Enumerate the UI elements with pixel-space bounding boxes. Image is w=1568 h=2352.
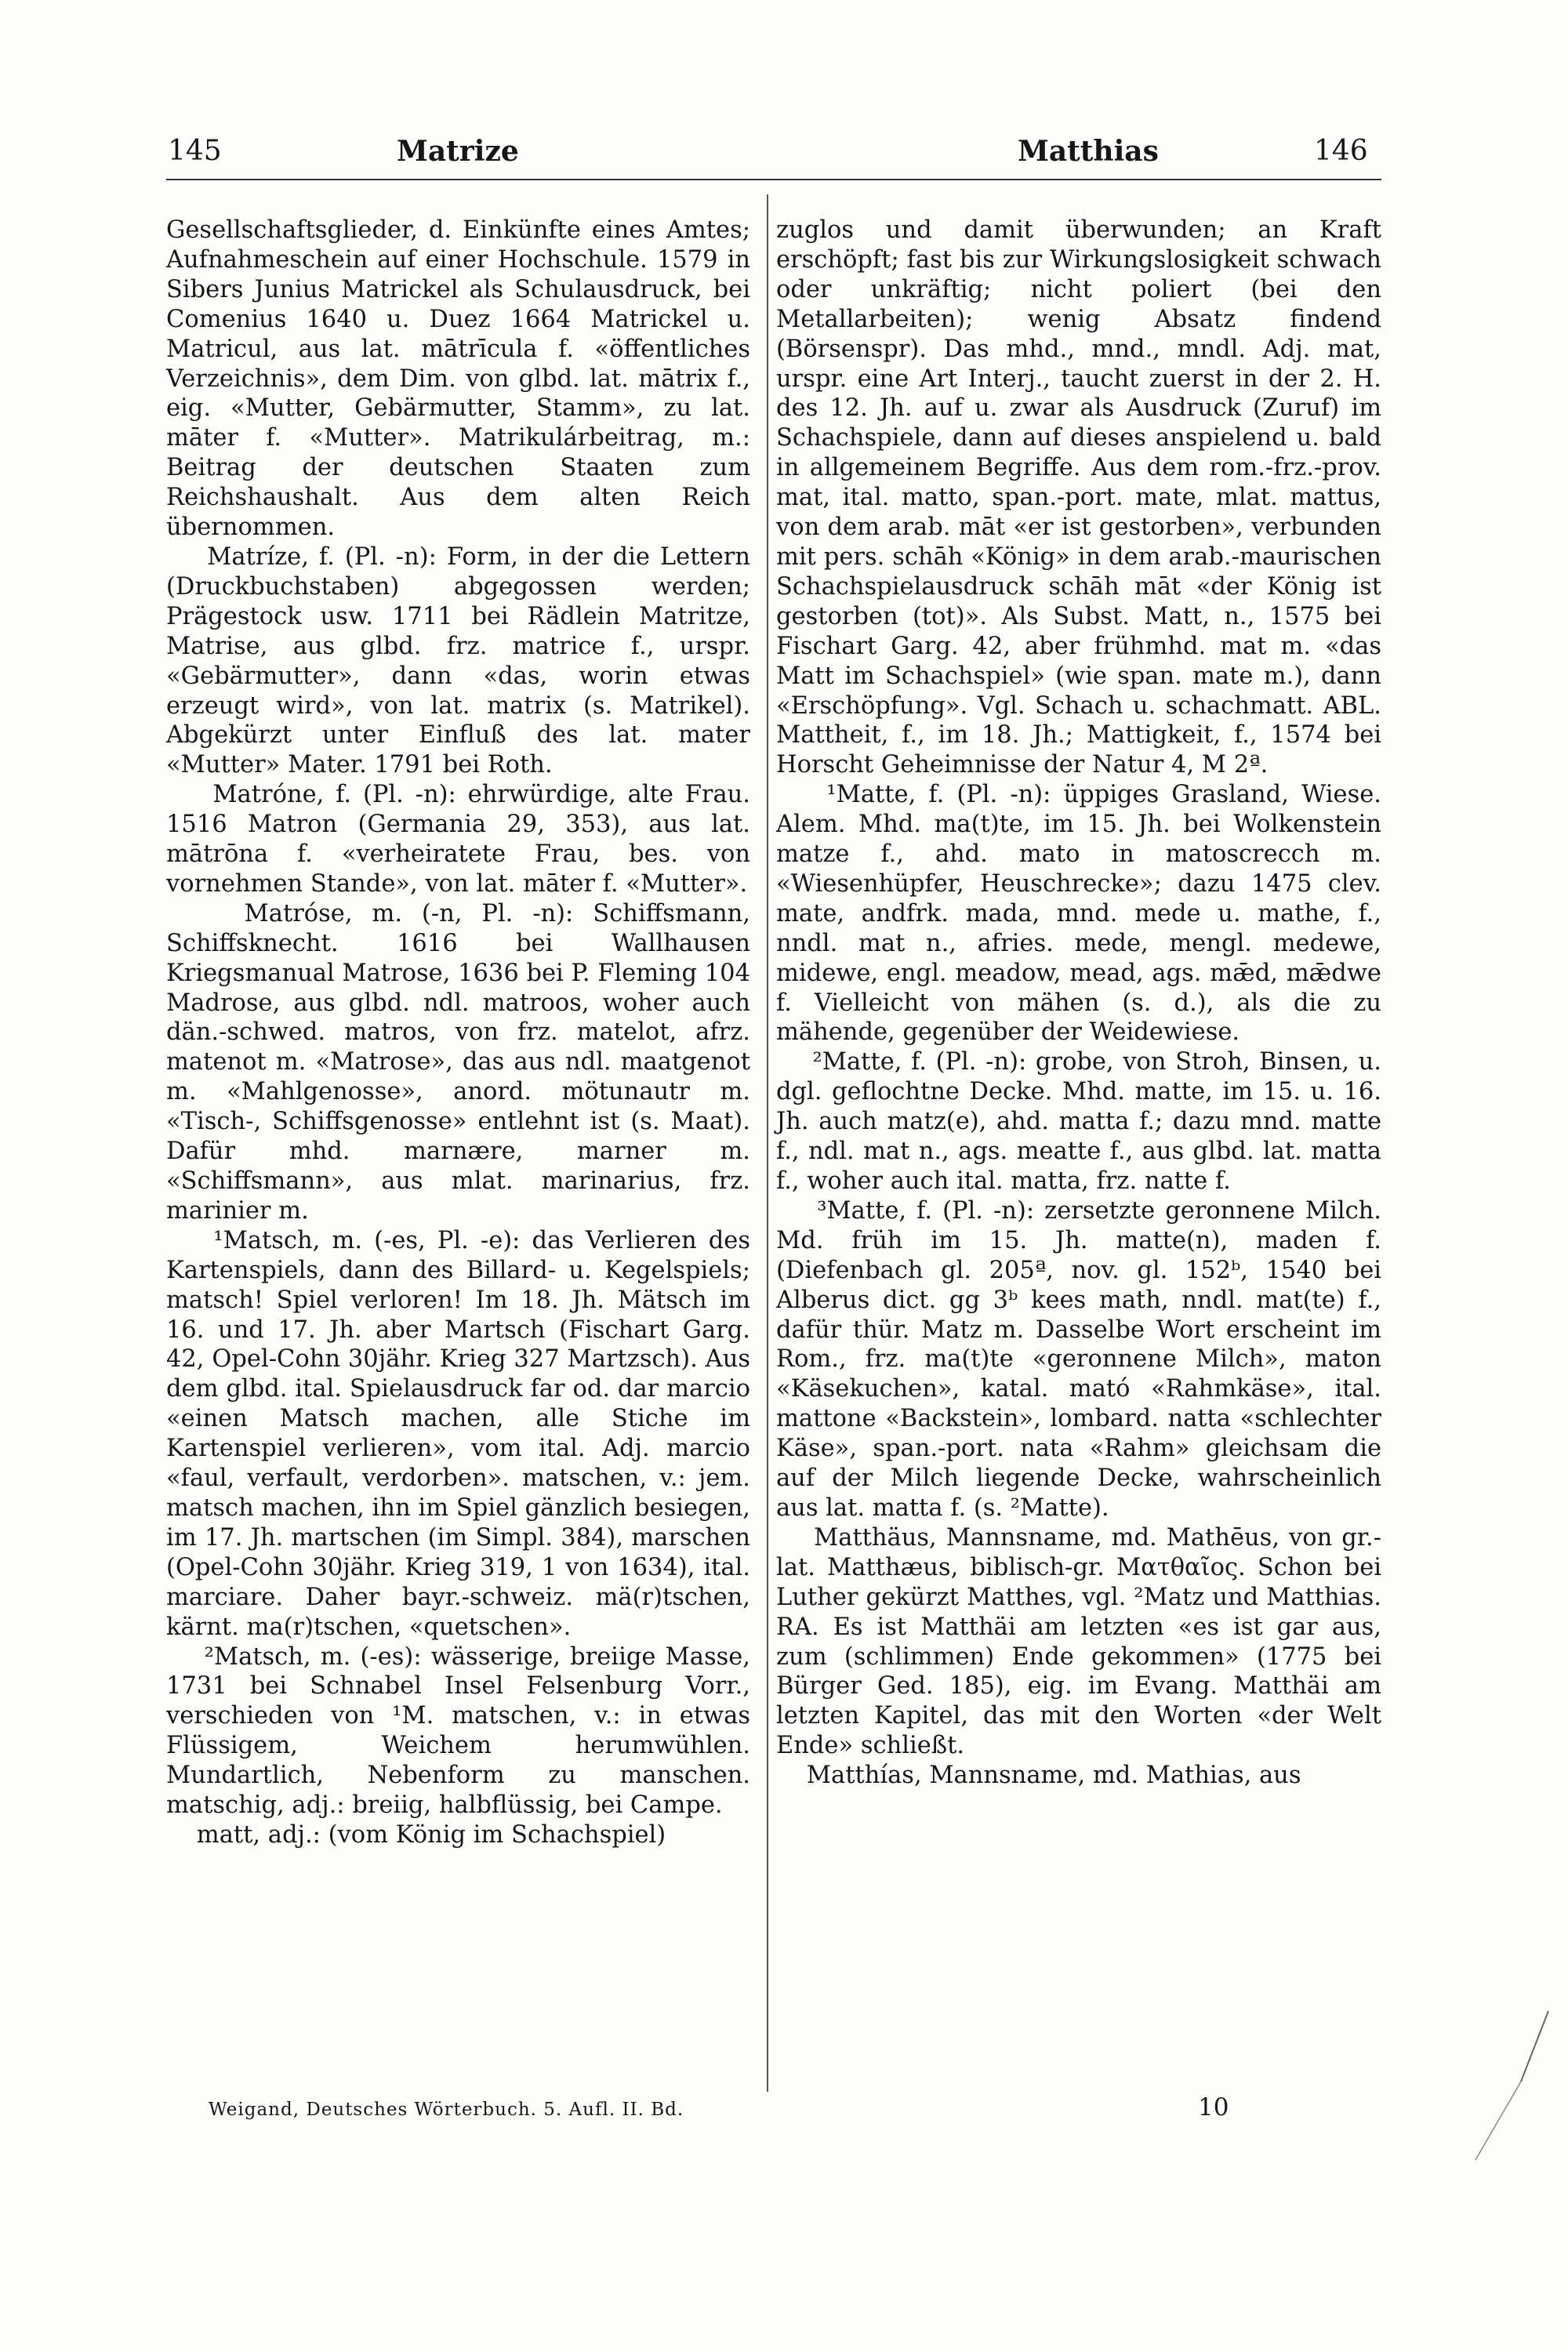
page-number-left: 145 xyxy=(168,135,222,167)
left-column-text: Gesellschaftsglieder, d. Einkünfte eines Amtes; Aufnahmeschein auf einer Hochschule. 1579 in Sibers Junius Matrickel als Schulausdruck, bei Comenius 1640 u. Duez 1664 Matrickel u. Matricul, aus lat. mātrīcula f. «öffentliches Verzeichnis», dem Dim. von glbd. lat. mātrix f., eig. «Mutter, Gebärmutter, Stamm», zu lat. māter f. «Mutter». Matrikulárbeitrag, m.: Beitrag der deutschen Staaten zum Reichshaushalt. Aus dem alten Reich übernommen. Matríze, f. (Pl. -n): Form, in der die Lettern (Druckbuchstaben) abgegossen werden; Prägestock usw. 1711 bei Rädlein Matritze, Matrise, aus glbd. frz. matrice f., urspr. «Gebärmutter», dann «das, worin etwas erzeugt wird», von lat. matrix (s. Matrikel). Abgekürzt unter Einfluß des lat. mater «Mutter» Mater. 1791 bei Roth. Matróne, f. (Pl. -n): ehrwürdige, alte Frau. 1516 Matron (Germania 29, 353), aus lat. mātrōna f. «verheiratete Frau, bes. von vornehmen Stande», von lat. māter f. «Mutter». Matróse, m. (-n, Pl. -n): Schiffsmann, Schiffsknecht. 1616 bei Wallhausen Kriegsmanual Matrose, 1636 bei P. Fleming 104 Madrose, aus glbd. ndl. matroos, woher auch dän.-schwed. matros, von frz. matelot, afrz. matenot m. «Matrose», das aus ndl. maatgenot m. «Mahlgenosse», anord. mötunautr m. «Tisch-, Schiffsgenosse» entlehnt ist (s. Maat). Dafür mhd. marnære, marner m. «Schiffsmann», aus mlat. marinarius, frz. marinier m. ¹Matsch, m. (-es, Pl. -e): das Verlieren des Kartenspiels, dann des Billard- u. Kegelspiels; matsch! Spiel verloren! Im 18. Jh. Mätsch im 16. und 17. Jh. aber Martsch (Fischart Garg. 42, Opel-Cohn 30jähr. Krieg 327 Martzsch). Aus dem glbd. ital. Spielausdruck far od. dar marcio «einen Matsch machen, alle Stiche im Kartenspiel verlieren», vom ital. Adj. marcio «faul, verfault, verdorben». matschen, v.: jem. matsch machen, ihn im Spiel gänzlich besiegen, im 17. Jh. martschen (im Simpl. 384), marschen (Opel-Cohn 30jähr. Krieg 319, 1 von 1634), ital. marciare. Daher bayr.-schweiz. mä(r)tschen, kärnt. ma(r)tschen, «quetschen». ²Matsch, m. (-es): wässerige, breiige Masse, 1731 bei Schnabel Insel Felsenburg Vorr., verschieden von ¹M. matschen, v.: in etwas Flüssigem, Weichem herumwühlen. Mundartlich, Nebenform zu manschen. matschig, adj.: breiig, halbflüssig, bei Campe. matt, adj.: (vom König im Schachspiel) xyxy=(166,216,751,1849)
printer-imprint: Weigand, Deutsches Wörterbuch. 5. Aufl. II. Bd. xyxy=(209,2100,684,2120)
signature-mark: 10 xyxy=(1198,2093,1229,2122)
running-head-right: Matthias xyxy=(1018,135,1159,168)
running-head-left: Matrize xyxy=(397,135,519,168)
scan-artifact-line-icon xyxy=(1474,2007,1552,2164)
page-number-right: 146 xyxy=(1314,135,1368,167)
column-divider xyxy=(767,194,768,2092)
right-column-text: zuglos und damit überwunden; an Kraft erschöpft; fast bis zur Wirkungslosigkeit schwach oder unkräftig; nicht poliert (bei den Metallarbeiten); wenig Absatz findend (Börsenspr). Das mhd., mnd., mndl. Adj. mat, urspr. eine Art Interj., taucht zuerst in der 2. H. des 12. Jh. auf u. zwar als Ausdruck (Zuruf) im Schachspiele, dann auf dieses anspielend u. bald in allgemeinem Begriffe. Aus dem rom.-frz.-prov. mat, ital. matto, span.-port. mate, mlat. mattus, von dem arab. māt «er ist gestorben», verbunden mit pers. schāh «König» in dem arab.-maurischen Schachspielausdruck schāh māt «der König ist gestorben (tot)». Als Subst. Matt, n., 1575 bei Fischart Garg. 42, aber frühmhd. mat m. «das Matt im Schachspiel» (wie span. mate m.), dann «Erschöpfung». Vgl. Schach u. schachmatt. ABL. Mattheit, f., im 18. Jh.; Mattigkeit, f., 1574 bei Horscht Geheimnisse der Natur 4, M 2ª. ¹Matte, f. (Pl. -n): üppiges Grasland, Wiese. Alem. Mhd. ma(t)te, im 15. Jh. bei Wolkenstein matze f., ahd. mato in matoscrecch m. «Wiesenhüpfer, Heuschrecke»; dazu 1475 clev. mate, andfrk. mada, mnd. mede u. mathe, f., nndl. mat n., afries. mede, mengl. medewe, midewe, engl. meadow, mead, ags. mǣd, mǣdwe f. Vielleicht von mähen (s. d.), als die zu mähende, gegenüber der Weidewiese. ²Matte, f. (Pl. -n): grobe, von Stroh, Binsen, u. dgl. geflochtne Decke. Mhd. matte, im 15. u. 16. Jh. auch matz(e), ahd. matta f.; dazu mnd. matte f., ndl. mat n., ags. meatte f., aus glbd. lat. matta f., woher auch ital. matta, frz. natte f. ³Matte, f. (Pl. -n): zersetzte geronnene Milch. Md. früh im 15. Jh. matte(n), maden f. (Diefenbach gl. 205ª, nov. gl. 152ᵇ, 1540 bei Alberus dict. gg 3ᵇ kees math, nndl. mat(te) f., dafür thür. Matz m. Dasselbe Wort erscheint im Rom., frz. ma(t)te «geronnene Milch», maton «Käsekuchen», katal. mató «Rahmkäse», ital. mattone «Backstein», lombard. natta «schlechter Käse», span.-port. nata «Rahm» gleichsam die auf der Milch liegende Decke, wahrscheinlich aus lat. matta f. (s. ²Matte). Matthäus, Mannsname, md. Mathēus, von gr.-lat. Matthæus, biblisch-gr. Ματθαῖος. Schon bei Luther gekürzt Matthes, vgl. ²Matz und Matthias. RA. Es ist Matthäi am letzten «es ist gar aus, zum (schlimmen) Ende gekommen» (1775 bei Bürger Ged. 185), eig. im Evang. Matthäi am letzten Kapitel, das mit den Worten «der Welt Ende» schließt. Matthías, Mannsname, md. Mathias, aus xyxy=(776,216,1382,1790)
header-rule xyxy=(166,179,1381,180)
